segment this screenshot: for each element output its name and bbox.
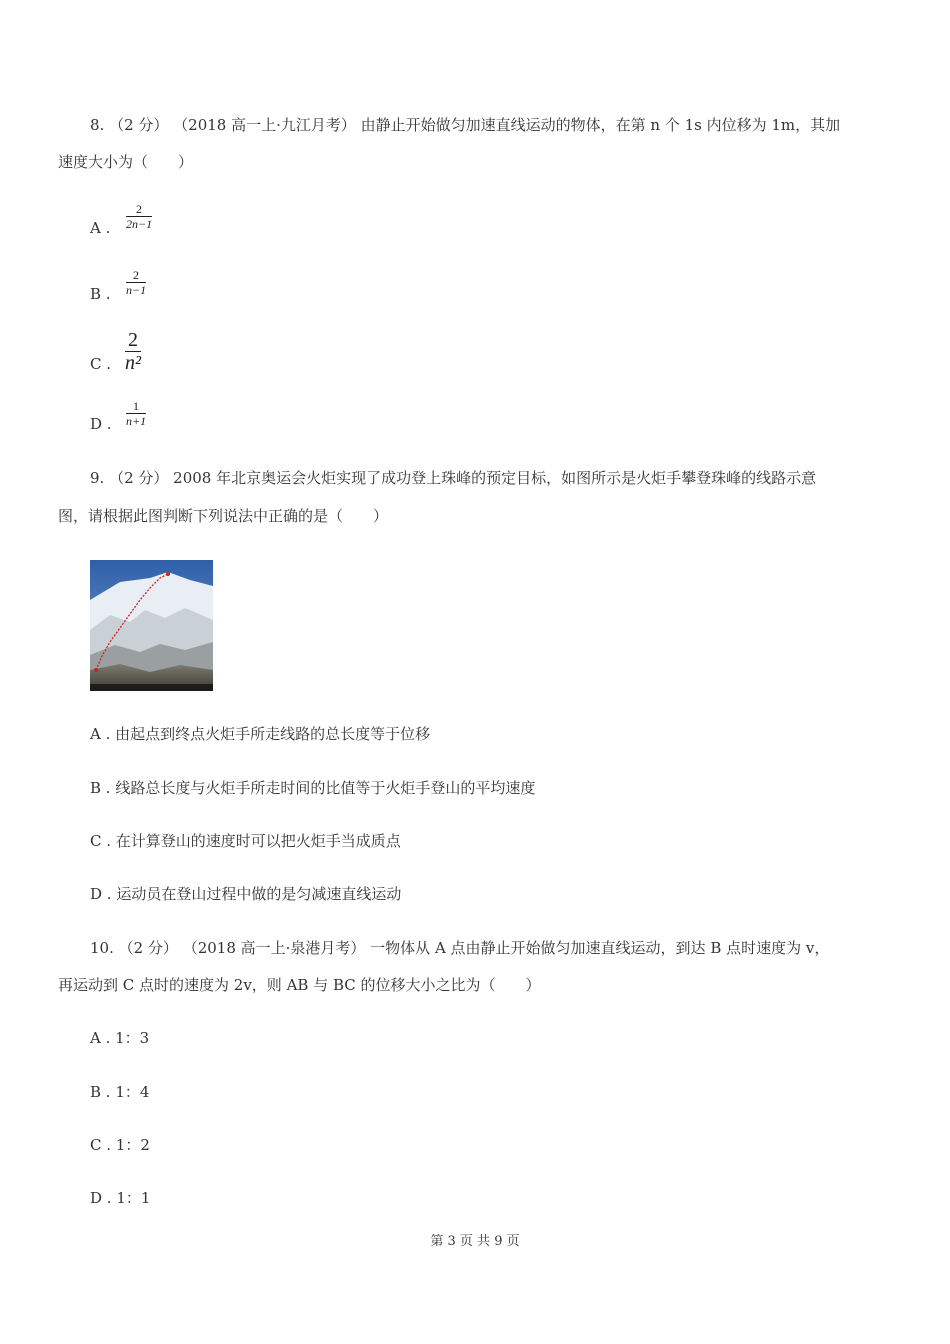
- q8-option-d-numerator: 1: [133, 399, 140, 413]
- q8-option-c-label: C .: [90, 355, 112, 373]
- q10-option-a: A . 1：3: [90, 1029, 150, 1047]
- q8-option-d-fraction: [126, 400, 146, 427]
- q9-option-c: C . 在计算登山的速度时可以把火炬手当成质点: [90, 832, 401, 850]
- q9-option-a: A . 由起点到终点火炬手所走线路的总长度等于位移: [90, 725, 431, 743]
- q8-option-d-denominator: n+1: [126, 414, 147, 428]
- q9-stem-line2: 图，请根据此图判断下列说法中正确的是（ ）: [58, 507, 389, 525]
- q8-option-b-denominator: n−1: [126, 283, 147, 297]
- q8-option-a-denominator: 2n−1: [126, 217, 153, 231]
- q9-option-b: B . 线路总长度与火炬手所走时间的比值等于火炬手登山的平均速度: [90, 779, 536, 797]
- q8-stem-line1: 8. （2 分） （2018 高一上·九江月考） 由静止开始做匀加速直线运动的物体，在第 n 个 1s 内位移为 1m，其加: [90, 116, 841, 134]
- q8-option-c-numerator: 2: [128, 329, 138, 351]
- q8-option-b-label: B .: [90, 285, 111, 303]
- q8-option-a-fraction: [126, 203, 152, 230]
- q10-stem-line1: 10. （2 分） （2018 高一上·泉港月考） 一物体从 A 点由静止开始做匀加速直线运动，到达 B 点时速度为 v，: [90, 939, 830, 957]
- q9-option-d: D . 运动员在登山过程中做的是匀减速直线运动: [90, 885, 402, 903]
- q8-option-a-numerator: 2: [136, 202, 143, 216]
- q10-option-d: D . 1：1: [90, 1189, 151, 1207]
- everest-route-photo: [90, 560, 213, 691]
- q10-option-b: B . 1：4: [90, 1083, 150, 1101]
- q8-option-c-fraction: [125, 330, 141, 373]
- q8-option-b-numerator: 2: [133, 268, 140, 282]
- q8-stem-line2: 速度大小为（ ）: [58, 153, 194, 171]
- page-footer: 第 3 页 共 9 页: [430, 1234, 520, 1249]
- q8-option-d-label: D .: [90, 415, 112, 433]
- q8-option-c-denominator: n²: [125, 352, 141, 374]
- q8-option-a-label: A .: [90, 219, 111, 237]
- q9-stem-line1: 9. （2 分） 2008 年北京奥运会火炬实现了成功登上珠峰的预定目标，如图所示是火炬手攀登珠峰的线路示意: [90, 469, 817, 487]
- q10-option-c: C . 1：2: [90, 1136, 150, 1154]
- q8-option-b-fraction: [126, 269, 146, 296]
- q10-stem-line2: 再运动到 C 点时的速度为 2v，则 AB 与 BC 的位移大小之比为（ ）: [58, 976, 541, 994]
